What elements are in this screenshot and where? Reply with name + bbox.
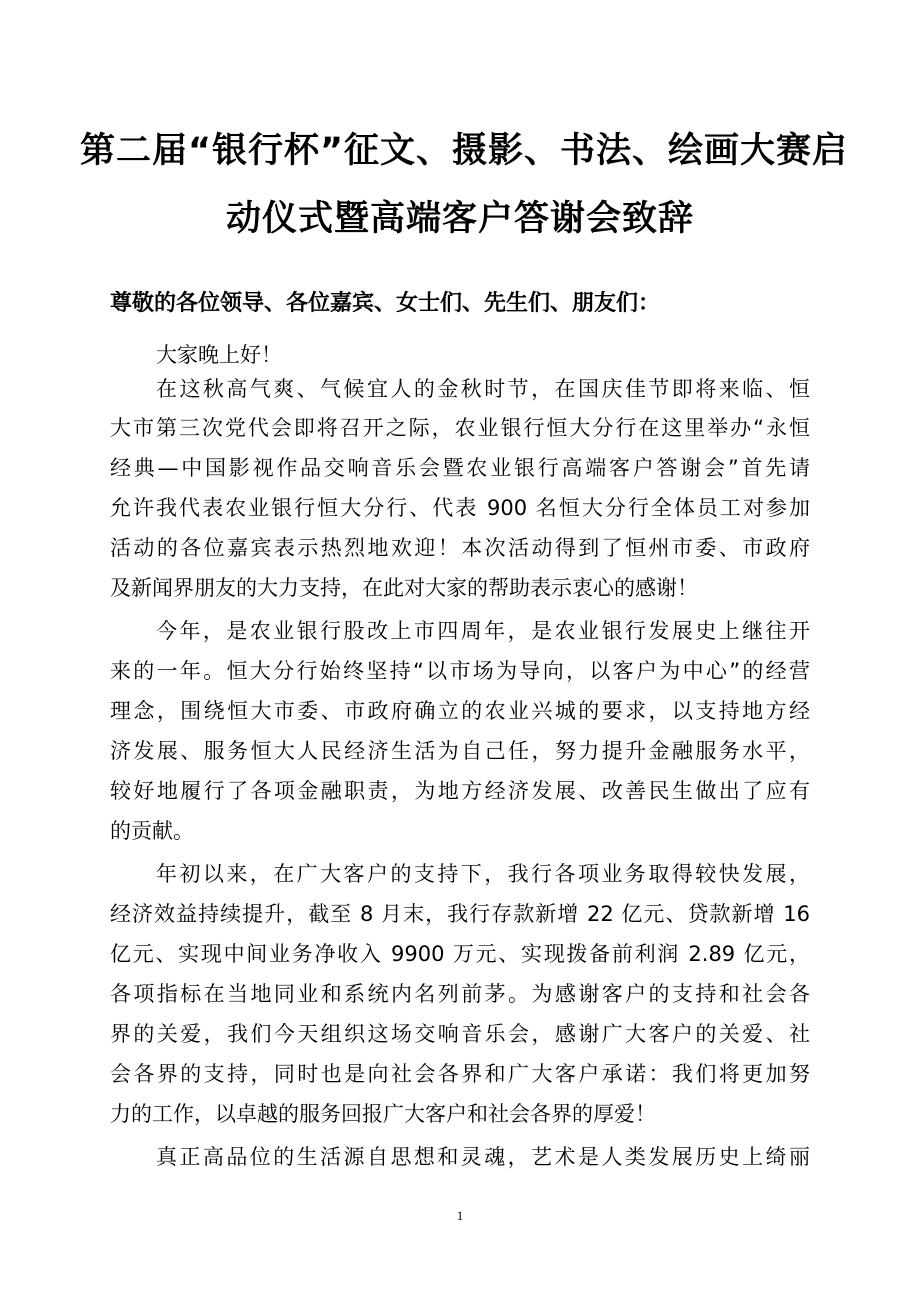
text-line: 较好地履行了各项金融职责，为地方经济发展、改善民生做出了应有 <box>110 779 810 803</box>
salutation: 尊敬的各位领导、各位嘉宾、女士们、先生们、朋友们： <box>110 291 661 316</box>
text-line: 年初以来，在广大客户的支持下，我行各项业务取得较快发展， <box>156 862 810 886</box>
text-line: 来的一年。恒大分行始终坚持“以市场为导向，以客户为中心”的经营 <box>110 659 810 683</box>
text-line: 理念，围绕恒大市委、市政府确立的农业兴城的要求，以支持地方经 <box>110 699 810 723</box>
text-line: 及新闻界朋友的大力支持，在此对大家的帮助表示衷心的感谢！ <box>110 576 698 600</box>
text-line: 在这秋高气爽、气候宜人的金秋时节，在国庆佳节即将来临、恒 <box>156 377 810 401</box>
text-line: 会各界的支持，同时也是向社会各界和广大客户承诺：我们将更加努 <box>110 1062 810 1086</box>
text-line: 大家晚上好！ <box>156 343 282 367</box>
text-line: 的贡献。 <box>110 819 194 843</box>
text-line: 真正高品位的生活源自思想和灵魂，艺术是人类发展历史上绮丽 <box>156 1145 810 1169</box>
text-line: 亿元、实现中间业务净收入 9900 万元、实现拨备前利润 2.89 亿元， <box>110 942 810 966</box>
text-line: 大市第三次党代会即将召开之际，农业银行恒大分行在这里举办“永恒 <box>110 416 810 440</box>
text-line: 济发展、服务恒大人民经济生活为自己任，努力提升金融服务水平， <box>110 739 810 763</box>
document-title-line-1: 第二届“银行杯”征文、摄影、书法、绘画大赛启 <box>80 131 849 171</box>
text-line: 活动的各位嘉宾表示热烈地欢迎！本次活动得到了恒州市委、市政府 <box>110 536 810 560</box>
text-line: 经典—中国影视作品交响音乐会暨农业银行高端客户答谢会”首先请 <box>110 456 810 480</box>
page-number: 1 <box>456 1208 464 1223</box>
document-title-line-2: 动仪式暨高端客户答谢会致辞 <box>225 199 694 239</box>
text-line: 界的关爱，我们今天组织这场交响音乐会，感谢广大客户的关爱、社 <box>110 1022 810 1046</box>
text-line: 经济效益持续提升，截至 8 月末，我行存款新增 22 亿元、贷款新增 16 <box>110 902 810 926</box>
text-line: 各项指标在当地同业和系统内名列前茅。为感谢客户的支持和社会各 <box>110 982 810 1006</box>
text-line: 允许我代表农业银行恒大分行、代表 900 名恒大分行全体员工对参加 <box>110 496 810 520</box>
text-line: 今年，是农业银行股改上市四周年，是农业银行发展史上继往开 <box>156 619 810 643</box>
text-line: 力的工作，以卓越的服务回报广大客户和社会各界的厚爱！ <box>110 1102 656 1126</box>
